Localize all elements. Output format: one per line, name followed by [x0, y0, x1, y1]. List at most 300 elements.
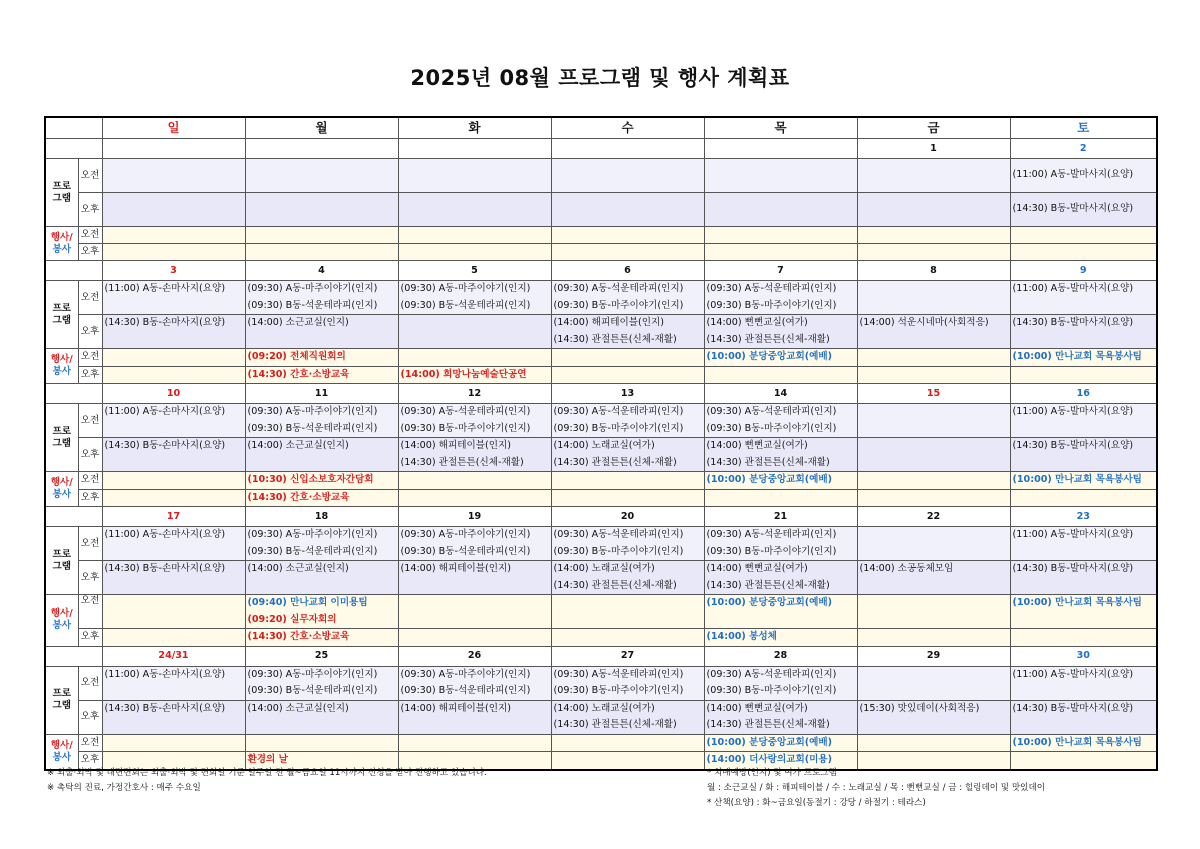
- program-entry: [399, 332, 551, 349]
- event-cell: [102, 349, 245, 367]
- event-cell: [551, 629, 704, 647]
- event-entry: (10:00) 만나교회 목욕봉사팀: [1012, 736, 1142, 748]
- event-cell: [102, 734, 245, 752]
- program-entry: (14:00) 소근교실(인지): [247, 317, 349, 328]
- event-entry: (10:00) 만나교회 목욕봉사팀: [1012, 474, 1142, 485]
- event-cell: [857, 244, 1010, 261]
- program-entry: [858, 438, 1010, 455]
- date-cell: [245, 139, 398, 159]
- date-row: [45, 261, 1157, 281]
- date-cell: 9: [1010, 261, 1157, 281]
- event-cell: [102, 629, 245, 647]
- date-row: [45, 139, 1157, 159]
- program-label: [45, 527, 78, 595]
- program-entry: (09:30) B동-석운테라피(인지): [247, 685, 378, 696]
- schedule-table: [44, 116, 1158, 771]
- date-cell: 14: [704, 384, 857, 404]
- program-entry: (09:30) B동-마주이야기(인지): [553, 299, 684, 311]
- event-cell: [857, 349, 1010, 367]
- program-entry: (09:30) A동-석운테라피(인지): [553, 283, 684, 294]
- program-entry: [1011, 578, 1157, 595]
- event-entry: (14:00) 더사랑의교회(미용): [706, 754, 833, 765]
- program-entry: (11:00) A동-손마사지(요양): [104, 668, 226, 680]
- event-cell: [857, 489, 1010, 507]
- program-cell: [398, 438, 551, 472]
- program-cell: [398, 666, 551, 700]
- event-label-line: 행사/: [50, 739, 73, 751]
- program-entry: (09:30) B동-마주이야기(인지): [706, 545, 837, 557]
- event-cell: [704, 244, 857, 261]
- program-cell: [102, 281, 245, 315]
- program-entry: (09:30) B동-석운테라피(인지): [247, 545, 378, 557]
- event-entry: [858, 490, 1010, 507]
- am-label: 오전: [78, 281, 102, 315]
- program-pm-row: [45, 315, 1157, 349]
- event-entry: (14:30) 간호·소방교육: [247, 491, 350, 503]
- date-cell: 18: [245, 507, 398, 527]
- event-entry: [858, 735, 1010, 752]
- event-entry: (10:00) 분당중앙교회(예배): [706, 736, 833, 748]
- program-entry: (14:00) 해피테이블(인지): [400, 702, 512, 714]
- program-cell: [1010, 193, 1157, 227]
- page-title: 2025년 08월 프로그램 및 행사 계획표: [410, 66, 790, 90]
- event-entry: [103, 349, 245, 366]
- event-cell: [857, 472, 1010, 490]
- pm-label: 오후: [78, 629, 102, 647]
- program-entry: [1011, 332, 1157, 349]
- program-am-row: [45, 666, 1157, 700]
- program-entry: (14:00) 소근교실(인지): [247, 563, 349, 574]
- program-cell: [1010, 561, 1157, 595]
- program-entry: (14:00) 뻔뻔교실(여가): [706, 702, 808, 714]
- program-cell: [1010, 700, 1157, 734]
- event-row: [45, 629, 1157, 647]
- program-entry: (09:30) A동-석운테라피(인지): [706, 668, 837, 680]
- program-entry: (09:30) B동-마주이야기(인지): [706, 299, 837, 311]
- program-cell: [1010, 159, 1157, 193]
- program-cell: [398, 315, 551, 349]
- program-entry: (09:30) A동-마주이야기(인지): [400, 283, 531, 294]
- event-cell: [398, 349, 551, 367]
- program-cell: [245, 159, 398, 193]
- program-entry: [399, 578, 551, 595]
- event-cell: [102, 227, 245, 244]
- program-entry: (09:30) B동-석운테라피(인지): [400, 685, 531, 696]
- program-entry: (09:30) A동-마주이야기(인지): [400, 668, 531, 680]
- date-row: [45, 646, 1157, 666]
- date-cell: 13: [551, 384, 704, 404]
- weekday-sat: 토: [1010, 117, 1157, 139]
- event-entry: [552, 735, 704, 752]
- program-cell: [857, 315, 1010, 349]
- event-label-line: 봉사: [52, 751, 72, 763]
- event-row: [45, 349, 1157, 367]
- program-label: [45, 404, 78, 472]
- program-entry: [103, 578, 245, 595]
- program-label-line: 그램: [52, 560, 72, 572]
- event-cell: [551, 227, 704, 244]
- event-cell: [398, 489, 551, 507]
- program-entry: [858, 544, 1010, 561]
- program-cell: [102, 404, 245, 438]
- pm-label: 오후: [78, 489, 102, 507]
- event-entry: [552, 349, 704, 366]
- program-entry: [103, 544, 245, 561]
- date-cell: 10: [102, 384, 245, 404]
- event-cell: [1010, 489, 1157, 507]
- am-label: 오전: [78, 734, 102, 752]
- date-cell: 21: [704, 507, 857, 527]
- am-label: 오전: [78, 666, 102, 700]
- program-cell: [1010, 666, 1157, 700]
- program-pm-row: [45, 561, 1157, 595]
- date-row-corner: [45, 384, 102, 404]
- program-entry: [399, 315, 551, 332]
- event-cell: [857, 366, 1010, 384]
- event-entry: [399, 629, 551, 646]
- program-cell: [857, 404, 1010, 438]
- date-cell: 30: [1010, 646, 1157, 666]
- event-cell: [551, 472, 704, 490]
- event-entry: [103, 472, 245, 489]
- event-label-line: 봉사: [52, 366, 72, 377]
- date-cell: 25: [245, 646, 398, 666]
- date-cell: 27: [551, 646, 704, 666]
- program-cell: [245, 315, 398, 349]
- event-cell: [1010, 734, 1157, 752]
- event-cell: [704, 629, 857, 647]
- program-cell: [398, 404, 551, 438]
- program-entry: (11:00) A동-발마사지(요양): [1012, 169, 1134, 181]
- program-entry: [1011, 421, 1157, 438]
- event-cell: [857, 227, 1010, 244]
- program-entry: (14:30) B동-손마사지(요양): [104, 563, 226, 574]
- event-cell: [102, 595, 245, 629]
- program-entry: [858, 527, 1010, 544]
- event-entry: (10:30) 신입소보호자간담회: [247, 474, 374, 485]
- program-entry: (14:30) 관절튼튼(신체-재활): [553, 456, 677, 468]
- event-entry: [858, 629, 1010, 646]
- program-entry: (14:00) 노래교실(여가): [553, 563, 655, 574]
- date-cell: 8: [857, 261, 1010, 281]
- note-line: * 치매예방(인지) 및 여가 프로그램: [707, 768, 837, 778]
- program-entry: (14:30) B동-손마사지(요양): [104, 317, 226, 328]
- program-entry: (09:30) B동-석운테라피(인지): [400, 299, 531, 311]
- program-entry: (14:30) B동-발마사지(요양): [1012, 317, 1134, 328]
- program-entry: [1011, 298, 1157, 315]
- program-am-row: [45, 159, 1157, 193]
- am-label: 오전: [78, 349, 102, 367]
- program-entry: (14:30) B동-발마사지(요양): [1012, 440, 1134, 451]
- program-entry: (14:30) 관절튼튼(신체-재활): [706, 333, 830, 345]
- program-entry: [246, 167, 398, 184]
- date-cell: 1: [857, 139, 1010, 159]
- event-label-line: 행사/: [50, 354, 73, 366]
- program-entry: (09:30) A동-마주이야기(인지): [400, 529, 531, 540]
- program-entry: (09:30) A동-마주이야기(인지): [247, 406, 378, 417]
- program-cell: [398, 700, 551, 734]
- date-cell: [704, 139, 857, 159]
- program-cell: [245, 193, 398, 227]
- program-entry: (14:30) 관절튼튼(신체-재활): [706, 579, 830, 591]
- program-entry: [399, 717, 551, 734]
- program-entry: (09:30) B동-석운테라피(인지): [247, 299, 378, 311]
- event-cell: [102, 366, 245, 384]
- program-cell: [1010, 315, 1157, 349]
- note-line: ※ 촉탁의 진료, 가정간호사 : 매주 수요일: [47, 783, 201, 793]
- program-cell: [245, 281, 398, 315]
- event-entry: [103, 735, 245, 752]
- event-entry: [705, 367, 857, 384]
- event-label: [45, 472, 78, 507]
- event-cell: [1010, 366, 1157, 384]
- event-row: [45, 489, 1157, 507]
- date-cell: 15: [857, 384, 1010, 404]
- event-cell: [245, 244, 398, 261]
- weekday-fri: 금: [857, 117, 1010, 139]
- program-entry: (09:30) A동-마주이야기(인지): [247, 668, 378, 680]
- event-cell: [245, 595, 398, 629]
- program-cell: [245, 666, 398, 700]
- program-cell: [551, 315, 704, 349]
- event-cell: [1010, 472, 1157, 490]
- program-cell: [857, 438, 1010, 472]
- program-label-line: 프로: [52, 548, 72, 560]
- pm-label: 오후: [78, 315, 102, 349]
- event-cell: [857, 734, 1010, 752]
- event-entry: (10:00) 만나교회 목욕봉사팀: [1012, 351, 1142, 362]
- program-entry: [246, 201, 398, 218]
- program-cell: [704, 159, 857, 193]
- event-entry: [858, 595, 1010, 612]
- event-entry: [858, 612, 1010, 629]
- program-entry: (14:00) 소근교실(인지): [247, 702, 349, 714]
- date-row-corner: [45, 507, 102, 527]
- event-entry: (10:00) 만나교회 목욕봉사팀: [1012, 597, 1142, 608]
- event-cell: [551, 366, 704, 384]
- pm-label: 오후: [78, 561, 102, 595]
- program-entry: (11:00) A동-손마사지(요양): [104, 406, 226, 417]
- event-cell: [245, 227, 398, 244]
- program-entry: (14:00) 석운시네마(사회적응): [859, 317, 989, 328]
- program-cell: [551, 700, 704, 734]
- event-label: [45, 734, 78, 770]
- program-cell: [704, 404, 857, 438]
- program-entry: [103, 167, 245, 184]
- program-cell: [704, 193, 857, 227]
- pm-label: 오후: [78, 244, 102, 261]
- event-label-line: 봉사: [52, 489, 72, 500]
- date-cell: 12: [398, 384, 551, 404]
- program-entry: [246, 578, 398, 595]
- program-entry: [858, 167, 1010, 184]
- program-label: [45, 159, 78, 227]
- event-cell: [551, 489, 704, 507]
- event-entry: [1011, 490, 1157, 507]
- date-cell: 17: [102, 507, 245, 527]
- date-cell: 29: [857, 646, 1010, 666]
- program-label-line: 프로: [52, 302, 72, 314]
- event-entry: (10:00) 분당중앙교회(예배): [706, 474, 833, 485]
- program-cell: [551, 438, 704, 472]
- program-cell: [398, 281, 551, 315]
- program-label: [45, 281, 78, 349]
- program-cell: [551, 666, 704, 700]
- date-cell: 24/31: [102, 646, 245, 666]
- program-entry: [858, 404, 1010, 421]
- program-cell: [398, 527, 551, 561]
- event-entry: [399, 735, 551, 752]
- program-entry: (11:00) A동-발마사지(요양): [1012, 529, 1134, 540]
- event-entry: [1011, 612, 1157, 629]
- event-entry: (09:20) 실무자회의: [247, 613, 337, 625]
- event-row: [45, 472, 1157, 490]
- program-entry: (09:30) B동-마주이야기(인지): [400, 422, 531, 434]
- date-cell: 7: [704, 261, 857, 281]
- event-entry: [552, 490, 704, 507]
- am-label: 오전: [78, 227, 102, 244]
- program-entry: [103, 201, 245, 218]
- event-entry: [552, 367, 704, 384]
- date-cell: 5: [398, 261, 551, 281]
- weekday-mon: 월: [245, 117, 398, 139]
- event-entry: [103, 595, 245, 612]
- event-entry: (14:00) 희망나눔예술단공연: [400, 368, 527, 380]
- event-entry: [103, 367, 245, 384]
- note-line: * 산책(요양) : 화~금요일(동절기 : 강당 / 하절기 : 테라스): [707, 798, 926, 808]
- program-cell: [704, 666, 857, 700]
- weekday-wed: 수: [551, 117, 704, 139]
- event-label-line: 행사/: [50, 477, 73, 489]
- note-line: 월 : 소근교실 / 화 : 해피테이블 / 수 : 노래교실 / 목 : 뻔뻔교실 / 금 : 힐링데이 및 맛있데이: [707, 783, 1046, 793]
- program-cell: [551, 527, 704, 561]
- event-row: [45, 366, 1157, 384]
- program-entry: (09:30) A동-석운테라피(인지): [553, 406, 684, 417]
- program-entry: (14:30) B동-손마사지(요양): [104, 702, 226, 714]
- program-entry: (09:30) A동-석운테라피(인지): [553, 529, 684, 540]
- program-cell: [245, 404, 398, 438]
- event-cell: [704, 734, 857, 752]
- program-entry: [246, 717, 398, 734]
- program-label-line: 그램: [52, 314, 72, 326]
- program-cell: [704, 700, 857, 734]
- event-cell: [398, 366, 551, 384]
- event-cell: [1010, 227, 1157, 244]
- program-cell: [245, 561, 398, 595]
- program-entry: (09:30) B동-마주이야기(인지): [553, 422, 684, 434]
- event-cell: [398, 472, 551, 490]
- event-cell: [245, 349, 398, 367]
- date-row-corner: [45, 139, 102, 159]
- program-label: [45, 666, 78, 734]
- program-cell: [1010, 281, 1157, 315]
- event-entry: [1011, 629, 1157, 646]
- weekday-thu: 목: [704, 117, 857, 139]
- event-cell: [551, 734, 704, 752]
- program-entry: [399, 201, 551, 218]
- note-line: ※ 외출·외박 및 대면면회는 외출·외박 및 면회일 기준 일주일 전 월~금요일 11시까지 신청을 받아 진행하고 있습니다.: [47, 768, 487, 778]
- event-entry: [1011, 367, 1157, 384]
- weekday-tue: 화: [398, 117, 551, 139]
- program-entry: [1011, 717, 1157, 734]
- event-cell: [245, 489, 398, 507]
- event-entry: [399, 472, 551, 489]
- date-cell: 2: [1010, 139, 1157, 159]
- event-row: [45, 244, 1157, 261]
- event-cell: [704, 349, 857, 367]
- program-cell: [102, 527, 245, 561]
- program-cell: [551, 281, 704, 315]
- event-cell: [102, 489, 245, 507]
- date-cell: 22: [857, 507, 1010, 527]
- program-entry: (14:30) 관절튼튼(신체-재활): [400, 456, 524, 468]
- event-cell: [551, 595, 704, 629]
- program-entry: (09:30) A동-마주이야기(인지): [247, 283, 378, 294]
- program-cell: [857, 281, 1010, 315]
- date-cell: 20: [551, 507, 704, 527]
- program-entry: [858, 717, 1010, 734]
- program-label-line: 그램: [52, 192, 72, 204]
- date-row: [45, 384, 1157, 404]
- event-row: [45, 734, 1157, 752]
- program-cell: [857, 159, 1010, 193]
- program-entry: (14:30) 관절튼튼(신체-재활): [553, 333, 677, 345]
- program-entry: (14:00) 뻔뻔교실(여가): [706, 563, 808, 574]
- event-entry: [858, 472, 1010, 489]
- program-entry: [858, 201, 1010, 218]
- program-entry: [1011, 455, 1157, 472]
- event-entry: [399, 595, 551, 612]
- event-entry: [552, 472, 704, 489]
- event-cell: [1010, 595, 1157, 629]
- event-row: [45, 595, 1157, 629]
- program-entry: (11:00) A동-발마사지(요양): [1012, 283, 1134, 294]
- date-cell: [102, 139, 245, 159]
- program-entry: (14:00) 소공동체모임: [859, 563, 954, 574]
- event-entry: [552, 595, 704, 612]
- program-entry: (14:30) 관절튼튼(신체-재활): [553, 579, 677, 591]
- event-cell: [704, 595, 857, 629]
- program-entry: [399, 167, 551, 184]
- date-cell: 6: [551, 261, 704, 281]
- am-label: 오전: [78, 595, 102, 629]
- program-pm-row: [45, 438, 1157, 472]
- event-cell: [857, 595, 1010, 629]
- pm-label: 오후: [78, 700, 102, 734]
- event-cell: [551, 752, 704, 770]
- program-entry: (09:30) A동-석운테라피(인지): [553, 668, 684, 680]
- event-cell: [398, 227, 551, 244]
- program-cell: [551, 404, 704, 438]
- event-label: [45, 349, 78, 384]
- event-cell: [551, 244, 704, 261]
- event-entry: [705, 612, 857, 629]
- program-entry: (14:00) 해피테이블(인지): [400, 563, 512, 574]
- weekday-sun: 일: [102, 117, 245, 139]
- program-entry: [103, 455, 245, 472]
- date-cell: 23: [1010, 507, 1157, 527]
- pm-label: 오후: [78, 752, 102, 770]
- program-cell: [704, 315, 857, 349]
- program-entry: (14:30) B동-발마사지(요양): [1012, 203, 1134, 215]
- event-entry: (09:20) 전체직원회의: [247, 351, 346, 362]
- program-entry: (09:30) A동-석운테라피(인지): [400, 406, 531, 417]
- program-cell: [102, 700, 245, 734]
- program-cell: [398, 561, 551, 595]
- program-entry: [858, 332, 1010, 349]
- program-entry: [705, 201, 857, 218]
- program-am-row: [45, 281, 1157, 315]
